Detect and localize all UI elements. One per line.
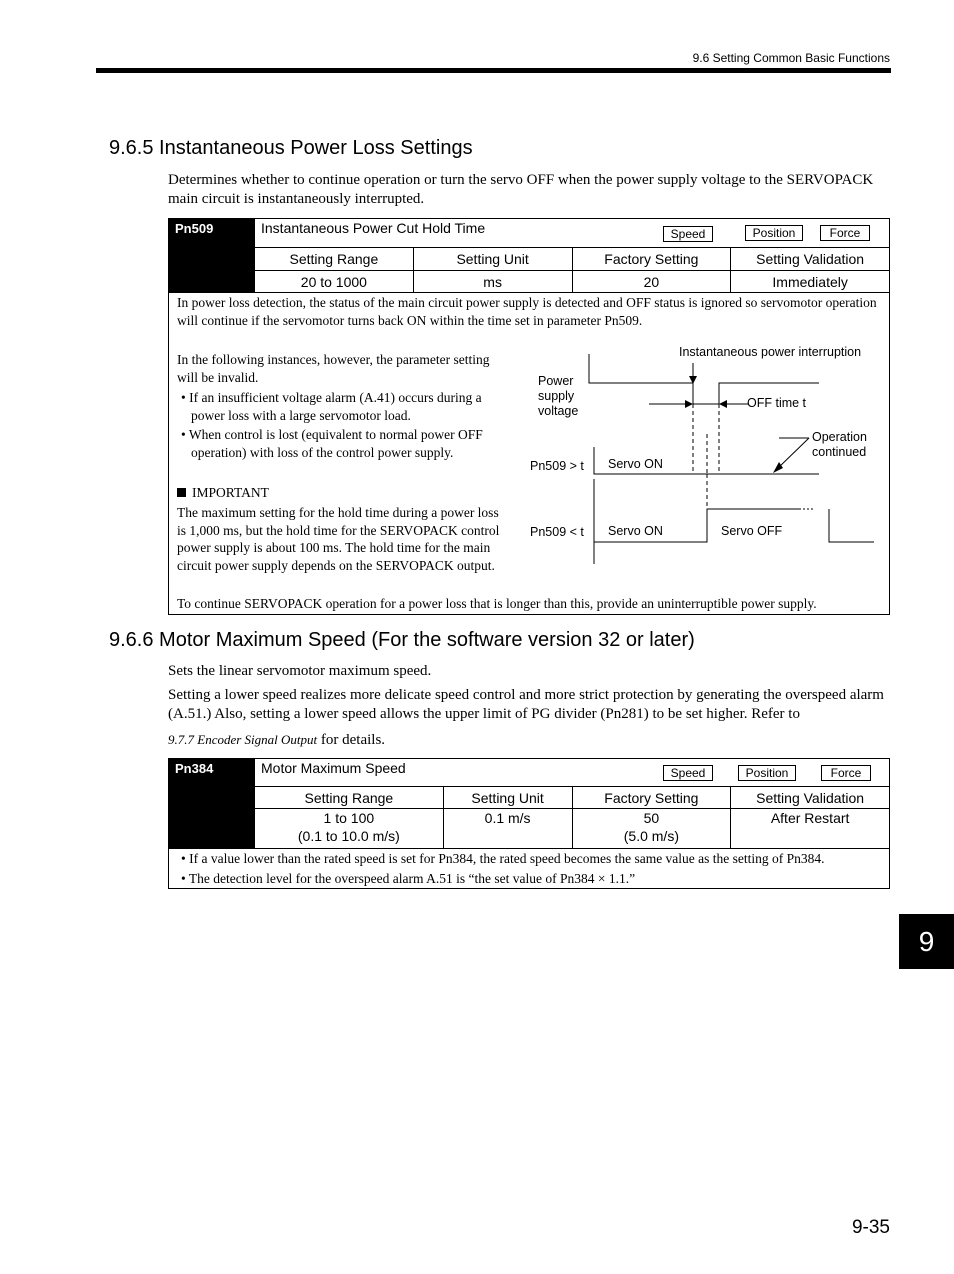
value-cell: 20 to 1000 bbox=[300, 274, 367, 290]
param-table-pn509 bbox=[168, 218, 890, 615]
param-table-pn384 bbox=[168, 758, 890, 889]
servo-on-label: Servo ON bbox=[608, 457, 663, 471]
servo-off-label: Servo OFF bbox=[721, 524, 783, 538]
running-header: 9.6 Setting Common Basic Functions bbox=[692, 51, 890, 65]
param-name: Motor Maximum Speed bbox=[261, 760, 406, 776]
section-intro-965: Determines whether to continue operation or turn the servo OFF when the power supply voltage to the SERVOPACK main circuit is instantaneously interrupted. bbox=[168, 172, 874, 207]
section-reference: 9.7.7 Encoder Signal Output for details. bbox=[168, 732, 386, 748]
pn509-gt-label: Pn509 > t bbox=[530, 459, 584, 473]
divider bbox=[169, 292, 889, 293]
value-cell: ms bbox=[413, 271, 572, 293]
header-cell: Setting Validation bbox=[730, 787, 889, 809]
param-code: Pn384 bbox=[169, 759, 255, 848]
list-item: • When control is lost (equivalent to normal power OFF operation) with loss of the control power supply. bbox=[181, 427, 483, 460]
header-cell: Setting Unit bbox=[413, 248, 572, 270]
param-header-row bbox=[255, 786, 889, 809]
section-para-2: Setting a lower speed realizes more delicate speed control and more strict protection by generating the overspeed alarm (A.51.) Also, setting a lower speed allows the upper limit of PG divider (Pn281) to be set higher. Refer to bbox=[168, 687, 884, 722]
invalid-intro: In the following instances, however, the parameter setting will be invalid. bbox=[177, 352, 490, 385]
important-heading: IMPORTANT bbox=[177, 484, 507, 502]
interruption-label: Instantaneous power interruption bbox=[679, 345, 862, 359]
value-cell: 50 (5.0 m/s) bbox=[572, 809, 731, 849]
servo-on-label: Servo ON bbox=[608, 524, 663, 538]
tag-position: Position bbox=[745, 225, 803, 241]
pn509-lt-label: Pn509 < t bbox=[530, 525, 584, 539]
header-cell: Setting Range bbox=[304, 790, 394, 806]
param-name: Instantaneous Power Cut Hold Time bbox=[261, 220, 486, 236]
invalid-list bbox=[177, 389, 507, 461]
note-2: • The detection level for the overspeed alarm A.51 is “the set value of Pn384 × 1.1.” bbox=[181, 871, 636, 886]
header-cell: Setting Validation bbox=[730, 248, 889, 270]
arrow-right-icon bbox=[685, 400, 693, 408]
value-cell: 20 bbox=[572, 271, 731, 293]
important-text: The maximum setting for the hold time during a power loss is 1,000 ms, but the hold time for the SERVOPACK control power supply is about 100 ms. The hold time for the main circuit power supply depends on the SERVOPACK output. bbox=[177, 505, 500, 573]
value-cell: Immediately bbox=[730, 271, 889, 293]
operation-continued-label: Operation continued bbox=[812, 430, 867, 459]
chapter-tab: 9 bbox=[899, 914, 954, 969]
tag-speed: Speed bbox=[663, 765, 713, 781]
power-supply-label: Power supply voltage bbox=[538, 374, 579, 418]
arrow-diagonal-icon bbox=[773, 462, 783, 473]
value-cell: After Restart bbox=[730, 809, 889, 849]
section-heading-965: 9.6.5 Instantaneous Power Loss Settings bbox=[109, 137, 473, 159]
header-cell: Setting Unit bbox=[443, 787, 572, 809]
param-value-row bbox=[255, 808, 889, 849]
reference-link: 9.7.7 Encoder Signal Output bbox=[168, 732, 318, 747]
header-cell: Setting Range bbox=[289, 251, 379, 267]
header-cell: Factory Setting bbox=[572, 787, 731, 809]
tag-position: Position bbox=[738, 765, 796, 781]
value-cell: 0.1 m/s bbox=[443, 809, 572, 849]
tag-speed: Speed bbox=[663, 226, 713, 242]
arrow-left-icon bbox=[719, 400, 727, 408]
header-rule bbox=[96, 68, 891, 73]
tag-force: Force bbox=[821, 765, 871, 781]
final-note: To continue SERVOPACK operation for a power loss that is longer than this, provide an uninterruptible power supply. bbox=[177, 596, 817, 611]
section-heading-966: 9.6.6 Motor Maximum Speed (For the software version 32 or later) bbox=[109, 629, 695, 651]
value-cell: 1 to 100 (0.1 to 10.0 m/s) bbox=[297, 810, 400, 844]
note-1: • If a value lower than the rated speed is set for Pn384, the rated speed becomes the same value as the setting of Pn384. bbox=[181, 851, 825, 866]
list-item: • If an insufficient voltage alarm (A.41) occurs during a power loss with a large servomotor load. bbox=[181, 390, 482, 423]
square-bullet-icon bbox=[177, 488, 186, 497]
param-value-row bbox=[255, 270, 889, 293]
power-loss-note: In power loss detection, the status of the main circuit power supply is detected and OFF status is ignored so servomotor operation will continue if the servomotor turns back ON within the time set in parameter Pn509. bbox=[177, 295, 877, 328]
header-cell: Factory Setting bbox=[572, 248, 731, 270]
section-para-1: Sets the linear servomotor maximum speed. bbox=[168, 663, 432, 679]
tag-force: Force bbox=[820, 225, 870, 241]
param-header-row bbox=[255, 247, 889, 270]
param-code: Pn509 bbox=[169, 219, 255, 293]
off-time-label: OFF time t bbox=[747, 396, 807, 410]
page-number: 9-35 bbox=[851, 1217, 890, 1238]
